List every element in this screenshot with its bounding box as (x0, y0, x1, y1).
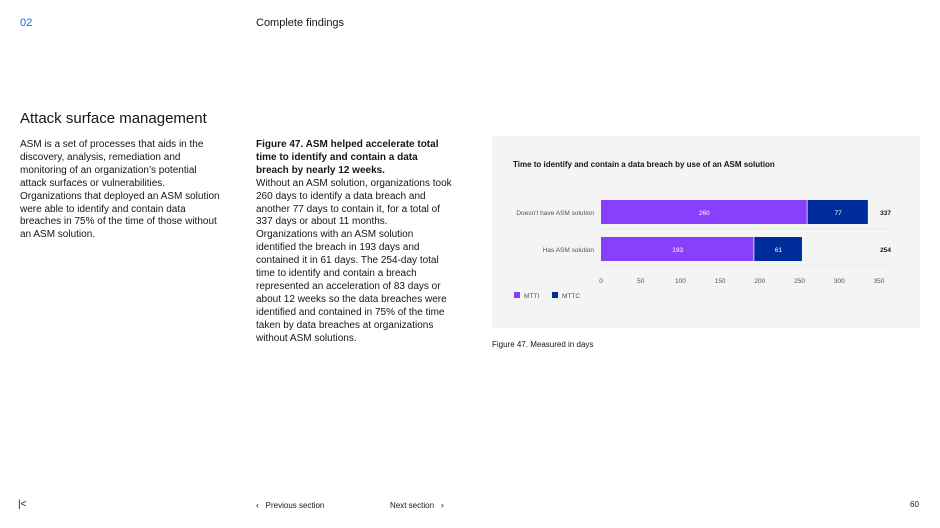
figure-description (256, 139, 452, 346)
bar-total-label: 254 (880, 247, 891, 254)
intro-paragraph: ASM is a set of processes that aids in the discovery, analysis, remediation and monitoring of an organization’s potential attack surfaces or vulnerabilities. Organizations that deployed an ASM solution were able to identify and contain data breaches in 75% of the time of those without an ASM solution. (20, 139, 220, 241)
bar-value-label: 61 (774, 247, 783, 254)
x-tick-label: 50 (637, 278, 645, 285)
previous-section-link[interactable] (256, 500, 324, 510)
x-tick-label: 150 (714, 278, 726, 285)
previous-section-label: Previous section (265, 501, 325, 510)
legend-swatch-mttc (552, 292, 558, 298)
x-tick-label: 350 (873, 278, 885, 285)
bar-value-label: 77 (834, 210, 842, 217)
figure-title: Figure 47. ASM helped accelerate total time to identify and contain a data breach by nearly 12 weeks. (256, 139, 439, 176)
section-number: 02 (20, 17, 33, 29)
x-tick-label: 0 (599, 278, 603, 285)
bar-value-label: 193 (672, 247, 684, 254)
chart-title: Time to identify and contain a data breach by use of an ASM solution (513, 160, 775, 169)
figure-body-text: Without an ASM solution, organizations took 260 days to identify a data breach and another 77 days to contain it, for a total of 337 days or about 11 months. Organizations with an ASM solution identified the breach in 193 days and contained it in 61 days. The 254-day total time to identify and contain a breach represented an acceleration of 83 days or about 12 weeks so the data breaches were identified and contained in 75% of the time taken by data breaches at organizations without ASM solutions. (256, 177, 452, 344)
legend-label: MTTC (562, 293, 581, 300)
category-label: Has ASM solution (542, 247, 594, 254)
page-number: 60 (910, 500, 919, 509)
chevron-left-icon: ‹ (256, 500, 259, 510)
section-title: Complete findings (256, 17, 345, 29)
x-tick-label: 200 (754, 278, 766, 285)
x-tick-label: 250 (794, 278, 806, 285)
chart-panel (492, 136, 920, 328)
category-label: Doesn’t have ASM solution (516, 210, 594, 217)
next-section-label: Next section (390, 501, 435, 510)
x-tick-label: 100 (674, 278, 686, 285)
legend-swatch-mtti (514, 292, 520, 298)
bar-value-label: 260 (698, 210, 710, 217)
figure-caption: Figure 47. Measured in days (492, 340, 594, 349)
chevron-right-icon: › (440, 500, 444, 510)
bar-chart (492, 136, 920, 328)
page-heading: Attack surface management (20, 110, 207, 127)
legend-label: MTTI (524, 293, 540, 300)
x-tick-label: 300 (833, 278, 845, 285)
bar-total-label: 337 (880, 210, 891, 217)
first-page-icon[interactable]: |< (18, 499, 27, 510)
next-section-link[interactable] (390, 500, 444, 510)
